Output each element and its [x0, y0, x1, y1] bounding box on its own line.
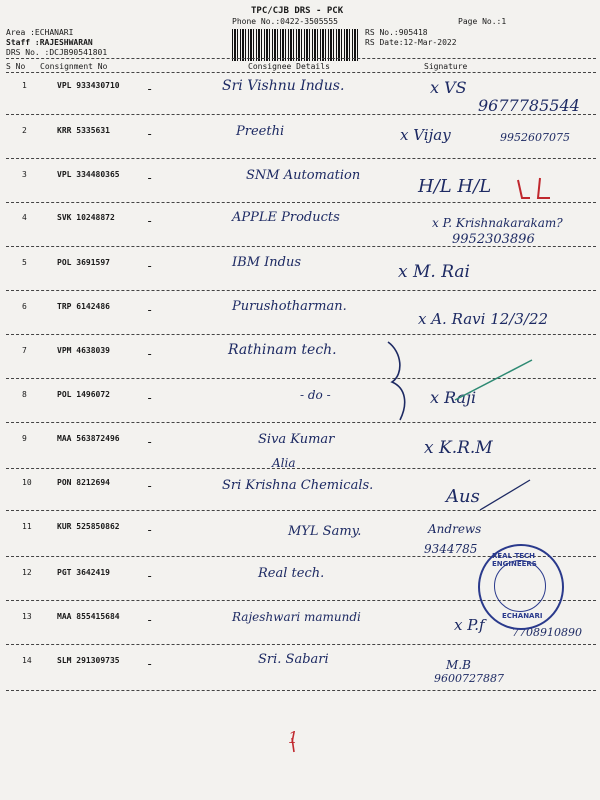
- consignment-number: VPM 4638039: [57, 346, 110, 355]
- row-sno: 9: [22, 434, 27, 443]
- row-dash: -: [146, 303, 154, 317]
- consignment-number: SVK 10248872: [57, 213, 115, 222]
- consignee-handwritten: MYL Samy.: [288, 524, 362, 539]
- rs-date: RS Date:12-Mar-2022: [365, 38, 457, 47]
- signature-handwritten: M.B: [446, 658, 471, 672]
- row-dash: -: [146, 523, 154, 537]
- row-dash: -: [146, 259, 154, 273]
- stamp-top-text: REAL TECH ENGINEERS: [492, 552, 537, 568]
- consignment-number: MAA 563872496: [57, 434, 120, 443]
- company-stamp: [478, 544, 564, 630]
- area-label: Area :ECHANARI: [6, 28, 74, 37]
- row-sno: 8: [22, 390, 27, 399]
- signature-handwritten: H/L H/L: [418, 176, 492, 197]
- phone-handwritten: 9677785544: [478, 96, 580, 115]
- row-sno: 10: [22, 478, 32, 487]
- consignee-handwritten: Rathinam tech.: [228, 342, 337, 358]
- col-consignee-details: Consignee Details: [248, 62, 330, 71]
- stamp-bottom-text: ECHANARI: [502, 612, 543, 620]
- row-sno: 11: [22, 522, 32, 531]
- consignment-number: KRR 5335631: [57, 126, 110, 135]
- signature-handwritten: Aus: [446, 486, 480, 507]
- row-dash: -: [146, 391, 154, 405]
- drs-number: DRS No. :DCJB90541801: [6, 48, 108, 57]
- phone-handwritten: 9600727887: [434, 672, 504, 685]
- signature-handwritten: x P. Krishnakarakam?: [432, 216, 563, 230]
- signature-handwritten: x Vijay: [400, 126, 451, 144]
- row-sno: 7: [22, 346, 27, 355]
- rs-number: RS No.:905418: [365, 28, 428, 37]
- phone-handwritten: 9952607075: [500, 131, 570, 144]
- consignee-handwritten: Real tech.: [258, 566, 325, 581]
- footer-mark: 1: [288, 728, 299, 747]
- consignee-handwritten: Rajeshwari mamundi: [232, 610, 361, 624]
- row-sno: 12: [22, 568, 32, 577]
- sheet-title: TPC/CJB DRS - PCK: [251, 6, 344, 16]
- consignment-number: VPL 933430710: [57, 81, 120, 90]
- consignee-handwritten: Alia: [272, 456, 296, 470]
- consignment-number: PON 8212694: [57, 478, 110, 487]
- signature-handwritten: x K.R.M: [424, 438, 493, 458]
- consignment-number: MAA 855415684: [57, 612, 120, 621]
- consignment-number: VPL 334480365: [57, 170, 120, 179]
- row-sno: 6: [22, 302, 27, 311]
- row-dash: -: [146, 82, 154, 96]
- row-dash: -: [146, 435, 154, 449]
- signature-handwritten: x A. Ravi 12/3/22: [418, 310, 549, 328]
- row-sno: 3: [22, 170, 27, 179]
- col-consignment: Consignment No: [40, 62, 108, 71]
- row-dash: -: [146, 214, 154, 228]
- col-signature: Signature: [424, 62, 468, 71]
- signature-handwritten: x VS: [430, 78, 467, 97]
- consignment-number: TRP 6142486: [57, 302, 110, 311]
- red-hl-mark: [518, 178, 550, 198]
- phone-number: Phone No.:0422-3505555: [232, 17, 338, 26]
- row-dash: -: [146, 479, 154, 493]
- consignee-handwritten: SNM Automation: [246, 168, 361, 183]
- row-dash: -: [146, 171, 154, 185]
- row-sno: 14: [22, 656, 32, 665]
- consignment-number: KUR 525850862: [57, 522, 120, 531]
- row-dash: -: [146, 127, 154, 141]
- check-stroke: [455, 360, 532, 400]
- consignee-handwritten: APPLE Products: [232, 210, 340, 225]
- signature-handwritten: x P.f: [454, 616, 485, 634]
- bracket-stroke: [388, 342, 405, 420]
- consignment-number: POL 3691597: [57, 258, 110, 267]
- row-sno: 2: [22, 126, 27, 135]
- row-sno: 4: [22, 213, 27, 222]
- row-dash: -: [146, 347, 154, 361]
- phone-handwritten: 9344785: [424, 542, 478, 556]
- row-sno: 13: [22, 612, 32, 621]
- signature-handwritten: Andrews: [428, 522, 482, 536]
- row-dash: -: [146, 569, 154, 583]
- consignment-number: PGT 3642419: [57, 568, 110, 577]
- consignee-handwritten: IBM Indus: [232, 255, 302, 270]
- consignment-number: POL 1496072: [57, 390, 110, 399]
- signature-handwritten: x M. Rai: [398, 262, 470, 282]
- row-dash: -: [146, 657, 154, 671]
- phone-handwritten: 9952303896: [452, 232, 535, 247]
- consignee-handwritten: Sri Vishnu Indus.: [222, 78, 345, 94]
- row-sno: 1: [22, 81, 27, 90]
- phone-handwritten: 7708910890: [512, 626, 582, 639]
- consignee-handwritten: Sri Krishna Chemicals.: [222, 478, 374, 493]
- signature-handwritten: x Raji: [430, 388, 477, 407]
- consignee-handwritten: Siva Kumar: [258, 432, 335, 447]
- page-number: Page No.:1: [458, 17, 507, 26]
- row-sno: 5: [22, 258, 27, 267]
- consignment-number: SLM 291309735: [57, 656, 120, 665]
- consignee-handwritten: - do -: [300, 388, 331, 402]
- row-dash: -: [146, 613, 154, 627]
- check-stroke: [480, 480, 530, 510]
- consignee-handwritten: Sri. Sabari: [258, 652, 329, 667]
- staff-label: Staff :RAJESHWARAN: [6, 38, 93, 47]
- col-sno: S No: [6, 62, 26, 71]
- consignee-handwritten: Purushotharman.: [232, 299, 347, 314]
- consignee-handwritten: Preethi: [236, 124, 285, 139]
